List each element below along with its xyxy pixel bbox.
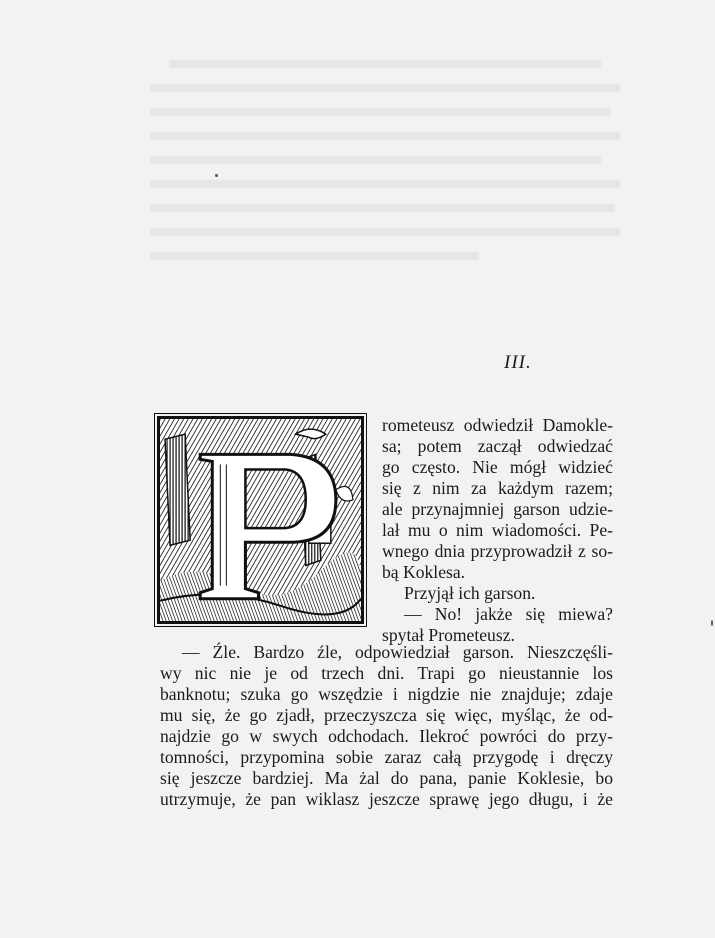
woodcut-illustration	[160, 419, 361, 621]
text-line: banknotu; szuka go wszędzie i nigdzie nie znajduje; zdaje	[160, 684, 613, 704]
bleed-through-text	[150, 60, 620, 320]
illustrated-drop-cap	[157, 416, 364, 624]
text-line: — Źle. Bardzo źle, odpowiedział garson. Nieszczęśli-	[182, 642, 613, 662]
text-line: mu się, że go zjadł, przeczyszcza się więc, myśląc, że od-	[160, 705, 613, 725]
text-line: rometeusz odwiedził Damokle-	[382, 415, 613, 435]
text-line: tomności, przypomina sobie zaraz całą przygodę i dręczy	[160, 747, 613, 767]
text-line: Przyjął ich garson.	[404, 583, 536, 603]
text-line: go często. Nie mógł widzieć	[382, 457, 613, 477]
text-line: najdzie go w swych odchodach. Ilekroć powróci do przy-	[160, 726, 613, 746]
text-line: lał mu o nim wiadomości. Pe-	[382, 520, 613, 540]
chapter-number: III.	[504, 352, 532, 373]
ink-speck	[215, 174, 218, 177]
ink-speck	[711, 620, 713, 626]
text-line: utrzymuje, że pan wiklasz jeszcze sprawę jego długu, i że	[160, 789, 613, 809]
text-line: wnego dnia przyprowadził z so-	[382, 541, 613, 561]
text-line: ale przynajmniej garson udzie-	[382, 499, 613, 519]
second-paragraph	[160, 642, 613, 810]
text-line: bą Koklesa.	[382, 562, 466, 582]
text-line: się jeszcze bardziej. Ma żal do pana, panie Koklesie, bo	[160, 768, 613, 788]
text-line: się z nim za każdym razem;	[382, 478, 613, 498]
text-line: sa; potem zaczął odwiedzać	[382, 436, 613, 456]
text-line: spytał Prometeusz.	[382, 625, 515, 645]
text-line: wy nic nie je od trzech dni. Trapi go nieustannie los	[160, 663, 613, 683]
text-line: — No! jakże się miewa?	[404, 604, 613, 624]
first-paragraph-right-column	[382, 415, 613, 646]
